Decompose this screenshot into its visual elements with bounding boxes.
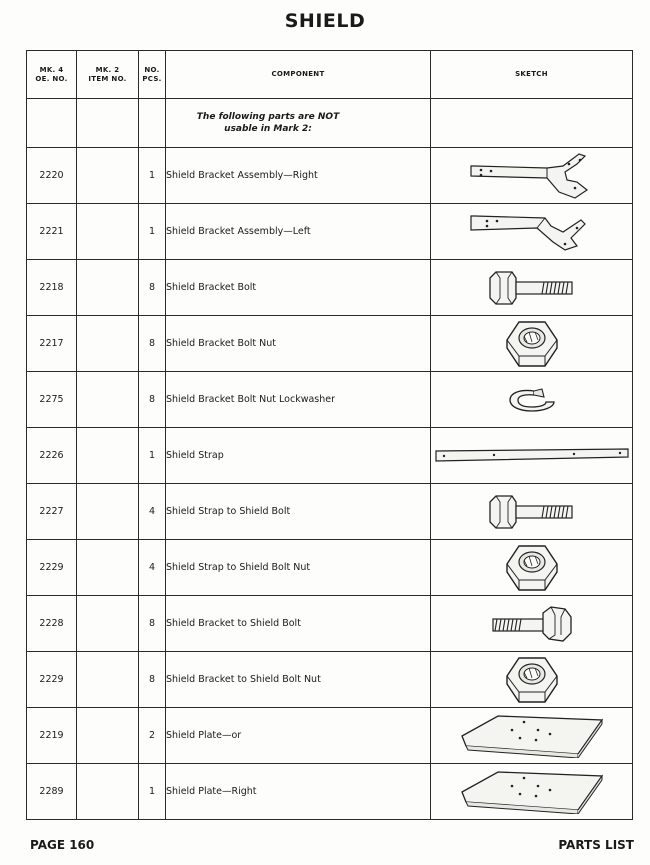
mk2-item-no-cell (77, 204, 139, 260)
component-cell: Shield Bracket Bolt (166, 260, 431, 316)
header-no-pcs (139, 51, 166, 99)
sketch-cell (431, 484, 633, 540)
sketch-cell (431, 596, 633, 652)
page-number: PAGE 160 (30, 838, 95, 852)
sketch-cell (431, 148, 633, 204)
hex-nut-sketch (431, 544, 632, 592)
table-row (27, 260, 633, 316)
mk2-item-no-cell (77, 652, 139, 708)
bracket-assembly-left-sketch (431, 210, 632, 254)
header-sketch: SKETCH (431, 51, 633, 99)
mk4-oe-no-cell: 2219 (27, 708, 77, 764)
mk2-item-no-cell (77, 540, 139, 596)
table-row (27, 148, 633, 204)
header-mk4-line1: MK. 4 (39, 65, 64, 74)
component-cell: Shield Bracket to Shield Bolt Nut (166, 652, 431, 708)
no-pcs-cell: 4 (139, 540, 166, 596)
sketch-cell (431, 708, 633, 764)
table-row (27, 484, 633, 540)
plate-sketch (431, 714, 632, 758)
header-mk4-line2: OE. NO. (35, 74, 68, 83)
bracket-assembly-right-sketch (431, 152, 632, 200)
lockwasher-sketch (431, 385, 632, 415)
header-mk2-line2: ITEM NO. (88, 74, 127, 83)
sketch-cell (431, 652, 633, 708)
bolt-sketch (431, 494, 632, 530)
no-pcs-cell: 4 (139, 484, 166, 540)
note-line1: The following parts are NOT (196, 112, 340, 122)
mk2-item-no-cell (77, 764, 139, 820)
mk2-item-no-cell (77, 148, 139, 204)
table-row (27, 428, 633, 484)
table-row (27, 316, 633, 372)
sketch-cell (431, 428, 633, 484)
no-pcs-cell: 8 (139, 372, 166, 428)
header-mk4-oe-no (27, 51, 77, 99)
mk4-oe-no-cell: 2221 (27, 204, 77, 260)
mk4-oe-no-cell: 2229 (27, 540, 77, 596)
header-mk2-line1: MK. 2 (95, 65, 120, 74)
no-pcs-cell: 8 (139, 260, 166, 316)
component-cell: Shield Bracket to Shield Bolt (166, 596, 431, 652)
note-row (27, 99, 633, 148)
component-cell: Shield Bracket Bolt Nut Lockwasher (166, 372, 431, 428)
hex-nut-sketch (431, 320, 632, 368)
no-pcs-cell: 1 (139, 764, 166, 820)
mk4-oe-no-cell: 2289 (27, 764, 77, 820)
component-cell: Shield Strap to Shield Bolt (166, 484, 431, 540)
mk2-item-no-cell (77, 596, 139, 652)
component-cell: Shield Strap (166, 428, 431, 484)
mk4-oe-no-cell: 2217 (27, 316, 77, 372)
component-cell: Shield Bracket Assembly—Left (166, 204, 431, 260)
mk4-oe-no-cell: 2229 (27, 652, 77, 708)
mk2-item-no-cell (77, 316, 139, 372)
bolt-sketch (431, 270, 632, 306)
component-cell: Shield Bracket Assembly—Right (166, 148, 431, 204)
sketch-cell (431, 204, 633, 260)
mk2-item-no-cell (77, 372, 139, 428)
no-pcs-cell: 1 (139, 428, 166, 484)
sketch-cell (431, 316, 633, 372)
table-row (27, 764, 633, 820)
mk4-oe-no-cell: 2226 (27, 428, 77, 484)
hex-nut-sketch (431, 656, 632, 704)
sketch-cell (431, 540, 633, 596)
bolt-reversed-sketch (431, 605, 632, 643)
header-component: COMPONENT (166, 51, 431, 99)
parts-table (26, 50, 633, 820)
component-cell: Shield Plate—Right (166, 764, 431, 820)
no-pcs-cell: 2 (139, 708, 166, 764)
sketch-cell (431, 764, 633, 820)
component-cell: Shield Plate—or (166, 708, 431, 764)
mk4-oe-no-cell: 2227 (27, 484, 77, 540)
mk2-item-no-cell (77, 260, 139, 316)
mk4-oe-no-cell: 2220 (27, 148, 77, 204)
mk4-oe-no-cell: 2275 (27, 372, 77, 428)
sketch-cell (431, 372, 633, 428)
sketch-cell (431, 260, 633, 316)
table-row (27, 540, 633, 596)
table-row (27, 652, 633, 708)
note-line2: usable in Mark 2: (224, 124, 312, 134)
header-pcs-line2: PCS. (142, 74, 162, 83)
no-pcs-cell: 8 (139, 652, 166, 708)
mk2-item-no-cell (77, 484, 139, 540)
strap-sketch (431, 447, 632, 465)
table-header-row (27, 51, 633, 99)
header-pcs-line1: NO. (144, 65, 160, 74)
section-label: PARTS LIST (558, 838, 634, 852)
no-pcs-cell: 8 (139, 316, 166, 372)
note-cell (166, 99, 431, 148)
component-cell: Shield Bracket Bolt Nut (166, 316, 431, 372)
table-row (27, 708, 633, 764)
mk2-item-no-cell (77, 708, 139, 764)
mk4-oe-no-cell: 2228 (27, 596, 77, 652)
component-cell: Shield Strap to Shield Bolt Nut (166, 540, 431, 596)
mk4-oe-no-cell: 2218 (27, 260, 77, 316)
page-title: SHIELD (284, 10, 366, 32)
plate-sketch (431, 770, 632, 814)
no-pcs-cell: 1 (139, 204, 166, 260)
header-mk2-item-no (77, 51, 139, 99)
table-row (27, 204, 633, 260)
no-pcs-cell: 1 (139, 148, 166, 204)
no-pcs-cell: 8 (139, 596, 166, 652)
table-row (27, 372, 633, 428)
mk2-item-no-cell (77, 428, 139, 484)
table-row (27, 596, 633, 652)
